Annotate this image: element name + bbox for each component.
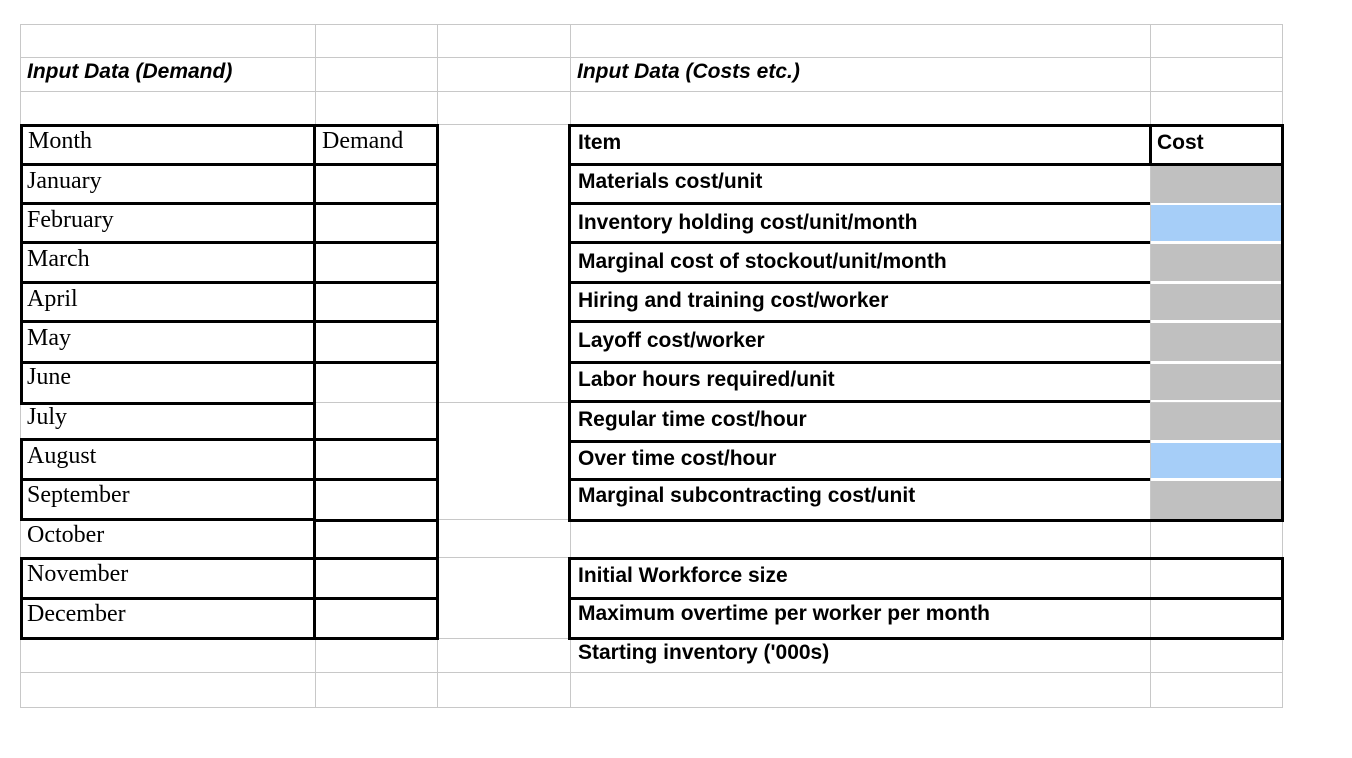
cost-item-label: Regular time cost/hour [578,408,807,431]
row-divider [20,478,316,481]
parameter-input-cell[interactable] [1152,560,1280,594]
demand-input-cell[interactable] [316,480,436,516]
month-label: May [27,325,71,351]
row-divider [568,440,1150,443]
costs-section-title: Input Data (Costs etc.) [577,60,800,83]
month-label: November [27,561,129,587]
demand-input-cell[interactable] [316,166,436,202]
month-label: April [27,286,78,312]
demand-input-cell[interactable] [316,244,436,280]
month-label: March [27,246,90,272]
grid-line [20,672,1283,673]
month-label: December [27,601,126,627]
cost-item-label: Inventory holding cost/unit/month [578,211,918,234]
parameter-input-cell[interactable] [1152,637,1280,671]
cost-item-label: Marginal subcontracting cost/unit [578,484,916,507]
row-divider [568,400,1150,403]
cost-item-label: Materials cost/unit [578,170,763,193]
parameter-label: Starting inventory ('000s) [578,641,830,664]
demand-input-cell[interactable] [316,402,436,438]
month-label: October [27,522,105,548]
cost-item-label: Over time cost/hour [578,447,777,470]
row-divider [568,320,1150,323]
demand-input-cell[interactable] [316,520,436,556]
month-label: September [27,482,130,508]
parameter-label: Initial Workforce size [578,564,788,587]
demand-input-cell[interactable] [316,559,436,595]
row-divider [568,241,1150,244]
demand-input-cell[interactable] [316,323,436,359]
row-divider [568,281,1150,284]
demand-section-title: Input Data (Demand) [27,60,233,83]
cost-item-label: Layoff cost/worker [578,329,765,352]
cost-item-label: Hiring and training cost/worker [578,289,889,312]
column-divider [1149,124,1152,166]
row-divider [568,202,1150,205]
demand-input-cell[interactable] [316,441,436,477]
cost-item-label: Marginal cost of stockout/unit/month [578,250,947,273]
grid-line [20,57,1283,58]
month-label: June [27,364,71,390]
cost-item-label: Labor hours required/unit [578,368,835,391]
demand-input-cell[interactable] [316,599,436,635]
parameter-label: Maximum overtime per worker per month [578,602,990,625]
parameter-input-cell[interactable] [1152,598,1280,632]
row-divider [568,478,1150,481]
demand-input-cell[interactable] [316,205,436,241]
grid-line [20,707,1283,708]
month-label: January [27,168,102,194]
month-label: August [27,443,97,469]
column-header-month: Month [28,128,93,154]
column-header-cost: Cost [1157,131,1204,154]
row-divider [568,163,1284,166]
demand-input-cell[interactable] [316,284,436,320]
column-header-demand: Demand [322,128,404,154]
grid-line [20,24,1283,25]
grid-line [20,91,1283,92]
demand-input-cell[interactable] [316,362,436,398]
column-header-item: Item [578,131,622,154]
month-label: July [27,404,68,430]
month-label: February [27,207,114,233]
row-divider [568,361,1150,364]
